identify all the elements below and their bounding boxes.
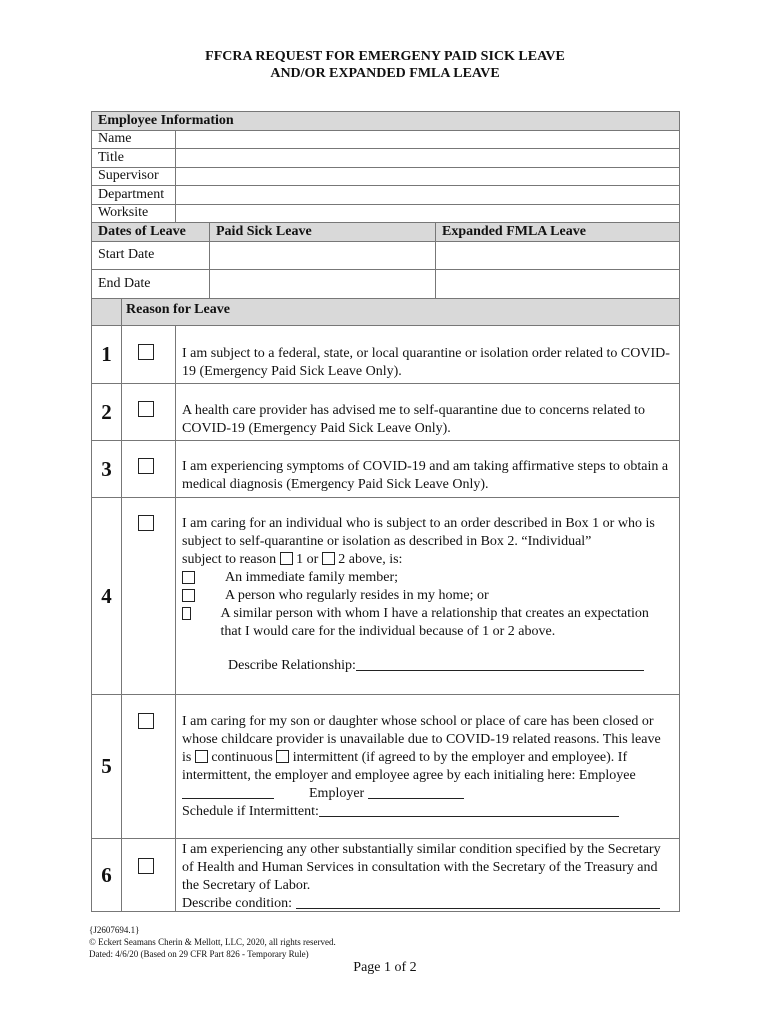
reason-4-option-3 — [182, 605, 673, 641]
employee-info-header — [92, 112, 679, 131]
reason-4-two-above: 2 above, is: — [338, 552, 403, 567]
paid-sick-leave-heading: Paid Sick Leave — [210, 223, 436, 241]
reason-4-box-cell — [122, 498, 176, 694]
describe-relationship-input[interactable] — [356, 657, 644, 671]
reason-4-one-or: 1 or — [296, 552, 319, 567]
continuous-label: continuous — [211, 750, 273, 765]
family-member-label: An immediate family member; — [225, 570, 399, 585]
reason-table — [91, 298, 680, 912]
employer-label: Employer — [309, 786, 365, 801]
fmla-end-date-input[interactable] — [436, 270, 679, 298]
field-label-supervisor: Supervisor — [92, 168, 176, 186]
dates-heading: Dates of Leave — [92, 223, 210, 241]
reason-number-1: 1 — [92, 326, 122, 383]
reason-6-text: I am experiencing any other substantially similar condition specified by the Secretary of Health and Human Services in consultation with the Secretary of the Treasury and the Secretary of Labor. — [182, 842, 661, 893]
continuous-checkbox[interactable] — [195, 750, 208, 763]
title-line-2: AND/OR EXPANDED FMLA LEAVE — [270, 66, 500, 81]
reason-4-option-1 — [182, 569, 673, 587]
schedule-line — [182, 803, 673, 821]
reason-4-subject-to: subject to reason — [182, 552, 277, 567]
reason-heading: Reason for Leave — [126, 302, 230, 317]
similar-person-checkbox[interactable] — [182, 607, 191, 620]
reason-4-text: I am caring for an individual who is subject to an order described in Box 1 or who is subject to self-quarantine or isolation as described in Box 2. “Individual” — [182, 516, 655, 549]
reason-6-checkbox[interactable] — [138, 858, 154, 874]
field-row-department — [92, 186, 679, 205]
resides-in-home-checkbox[interactable] — [182, 589, 195, 602]
reason-2-text: A health care provider has advised me to self-quarantine due to concerns related to COVID-19 (Emergency Paid Sick Leave Only). — [182, 403, 645, 436]
intermittent-label: intermittent (if agreed to by the employer and employee). If intermittent, the employer and employee agree by each initialing here: Employee — [182, 750, 636, 783]
reason-4-subject-line — [182, 551, 673, 569]
describe-condition-input[interactable] — [296, 895, 660, 909]
employee-info-heading: Employee Information — [98, 112, 234, 128]
reason-3-box-cell — [122, 441, 176, 497]
reason-5-content — [176, 695, 679, 838]
dates-header-row — [92, 223, 679, 242]
supervisor-input[interactable] — [176, 168, 679, 186]
reason-number-5: 5 — [92, 695, 122, 838]
name-input[interactable] — [176, 131, 679, 149]
reason-row-5 — [92, 695, 679, 839]
start-date-label: Start Date — [92, 242, 210, 269]
describe-relationship-line — [182, 657, 673, 675]
reason-1-text: I am subject to a federal, state, or local quarantine or isolation order related to COVID-19 (Emergency Paid Sick Leave Only). — [182, 346, 670, 379]
describe-condition-line — [182, 895, 673, 913]
reason-1-checkbox[interactable] — [138, 344, 154, 360]
end-date-row — [92, 270, 679, 298]
paid-start-date-input[interactable] — [210, 242, 436, 269]
reason-5-text: I am caring for my son or daughter whose school or place of care has been closed or whose childcare provider is unavailable due to COVID-19 related reasons. This leave is — [182, 714, 661, 765]
dated-note: Dated: 4/6/20 (Based on 29 CFR Part 826 - Temporary Rule) — [89, 949, 309, 959]
form-title — [0, 48, 770, 82]
similar-person-label: A similar person with whom I have a relationship that creates an expectation that I would care for the individual because of 1 or 2 above. — [220, 606, 649, 639]
field-row-title — [92, 149, 679, 168]
start-date-row — [92, 242, 679, 270]
reason-1-box-cell — [122, 326, 176, 383]
document-id: {J2607694.1} — [89, 925, 140, 935]
employee-initials-input[interactable] — [182, 785, 274, 799]
field-row-worksite — [92, 205, 679, 224]
reason-number-2: 2 — [92, 384, 122, 440]
field-row-name — [92, 131, 679, 150]
copyright-notice: © Eckert Seamans Cherin & Mellott, LLC, 2020, all rights reserved. — [89, 937, 336, 947]
page-number: Page 1 of 2 — [353, 960, 417, 975]
reason-row-1 — [92, 326, 679, 384]
title-input[interactable] — [176, 149, 679, 167]
footer — [89, 924, 336, 960]
expanded-fmla-heading: Expanded FMLA Leave — [442, 223, 586, 239]
reason-6-content — [176, 839, 679, 911]
field-label-title: Title — [92, 149, 176, 167]
worksite-input[interactable] — [176, 205, 679, 223]
schedule-label: Schedule if Intermittent: — [182, 804, 319, 819]
describe-condition-label: Describe condition: — [182, 896, 293, 911]
field-label-department: Department — [92, 186, 176, 204]
reason-row-4 — [92, 498, 679, 695]
reason-4-content — [176, 498, 679, 694]
reason-header-row — [92, 299, 679, 326]
reason-4-option-2 — [182, 587, 673, 605]
describe-relationship-label: Describe Relationship: — [228, 658, 356, 673]
reason-2-box-cell — [122, 384, 176, 440]
reason-4-sub-checkbox-1[interactable] — [280, 552, 293, 565]
title-line-1: FFCRA REQUEST FOR EMERGENY PAID SICK LEAVE — [205, 49, 565, 64]
reason-3-checkbox[interactable] — [138, 458, 154, 474]
employee-info-table — [91, 111, 680, 299]
reason-6-box-cell — [122, 839, 176, 911]
reason-4-sub-checkbox-2[interactable] — [322, 552, 335, 565]
schedule-input[interactable] — [319, 803, 619, 817]
department-input[interactable] — [176, 186, 679, 204]
reason-number-3: 3 — [92, 441, 122, 497]
field-label-name: Name — [92, 131, 176, 149]
reason-4-checkbox[interactable] — [138, 515, 154, 531]
field-row-supervisor — [92, 168, 679, 187]
reason-3-text: I am experiencing symptoms of COVID-19 and am taking affirmative steps to obtain a medical diagnosis (Emergency Paid Sick Leave Only). — [182, 459, 669, 492]
paid-end-date-input[interactable] — [210, 270, 436, 298]
reason-row-6 — [92, 839, 679, 911]
reason-row-2 — [92, 384, 679, 441]
family-member-checkbox[interactable] — [182, 571, 195, 584]
reason-header-spacer — [92, 299, 122, 325]
reason-5-checkbox[interactable] — [138, 713, 154, 729]
reason-5-box-cell — [122, 695, 176, 838]
field-label-worksite: Worksite — [92, 205, 176, 223]
fmla-start-date-input[interactable] — [436, 242, 679, 269]
resides-in-home-label: A person who regularly resides in my home; or — [225, 588, 489, 603]
end-date-label: End Date — [92, 270, 210, 298]
reason-number-4: 4 — [92, 498, 122, 694]
intermittent-checkbox[interactable] — [276, 750, 289, 763]
reason-2-checkbox[interactable] — [138, 401, 154, 417]
reason-row-3 — [92, 441, 679, 498]
reason-number-6: 6 — [92, 839, 122, 911]
employer-initials-input[interactable] — [368, 785, 464, 799]
